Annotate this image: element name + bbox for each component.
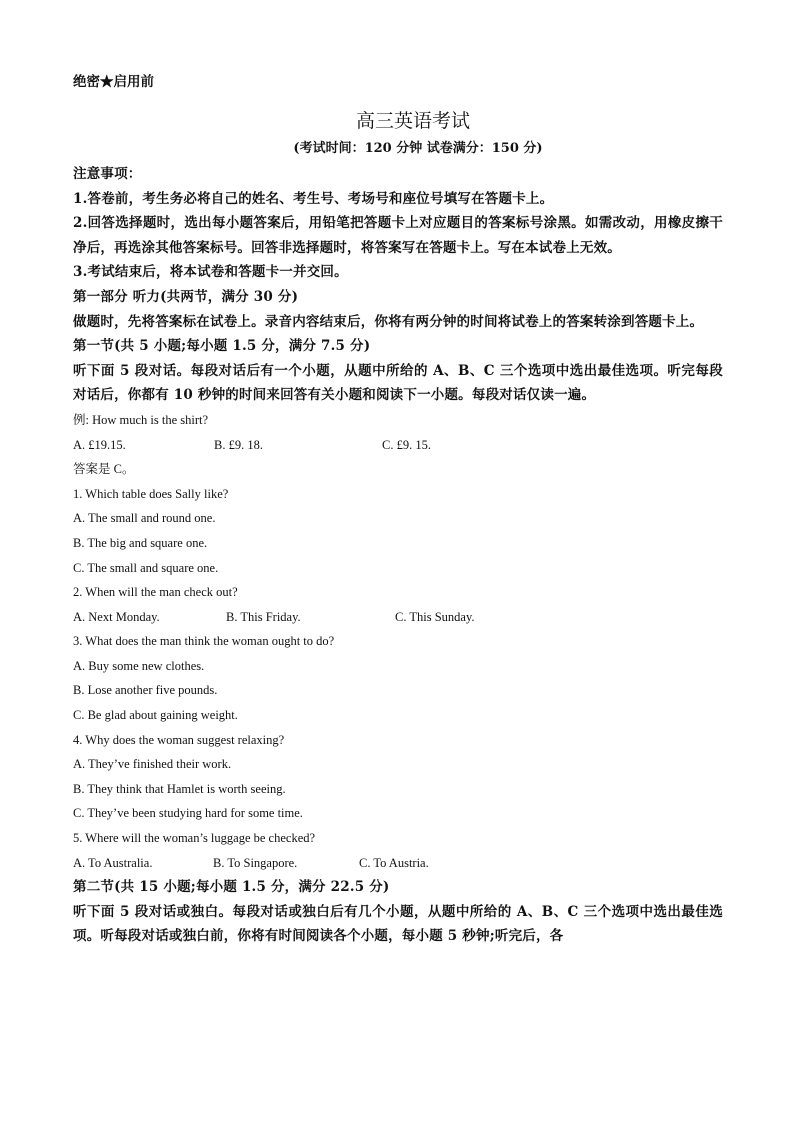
notes-heading: 注意事项： [73,166,142,182]
question-1-option-b: B. The big and square one. [73,535,208,550]
question-3: 3. What does the man think the woman ought to do? [73,634,335,649]
part1-instruction: 做题时，先将答案标在试卷上。录音内容结束后，你将有两分钟的时间将试卷上的答案转涂到答题卡上。 [73,313,704,330]
example-question: 例: How much is the shirt? [73,412,209,427]
question-5-option-b: B. To Singapore. [213,855,298,870]
exam-title: 高三英语考试 [355,110,470,132]
exam-subtitle: (考试时间：120 分钟 试卷满分：150 分) [293,141,543,156]
example-option-b: B. £9. 18. [214,437,263,452]
notes-item-1: 1.答卷前，考生务必将自己的姓名、考生号、考场号和座位号填写在答题卡上。 [73,190,554,207]
confidential-mark: 绝密★启用前 [73,74,154,90]
question-3-option-c: C. Be glad about gaining weight. [73,708,238,723]
notes-item-3: 3.考试结束后，将本试卷和答题卡一并交回。 [73,264,348,281]
question-4: 4. Why does the woman suggest relaxing? [73,732,285,747]
section2-heading: 第二节(共 15 小题;每小题 1.5 分，满分 22.5 分) [73,879,390,896]
question-3-option-b: B. Lose another five pounds. [73,683,218,698]
question-2-options [73,605,723,630]
question-5-option-c: C. To Austria. [359,855,429,870]
question-2-option-a: A. Next Monday. [73,609,160,624]
question-1-option-c: C. The small and square one. [73,560,219,575]
question-5: 5. Where will the woman’s luggage be checked? [73,831,316,846]
question-5-options [73,851,723,876]
question-2: 2. When will the man check out? [73,585,238,600]
section1-instruction: 听下面 5 段对话。每段对话后有一个小题，从题中所给的 A、B、C 三个选项中选出最佳选项。听完每段对话后，你都有 10 秒钟的时间来回答有关小题和阅读下一小题。每段对话仅读一遍。 [73,362,723,404]
question-4-option-c: C. They’ve been studying hard for some time. [73,806,303,821]
question-5-option-a: A. To Australia. [73,855,153,870]
question-1-option-a: A. The small and round one. [73,511,216,526]
page-content [73,70,723,949]
question-4-option-b: B. They think that Hamlet is worth seeing. [73,781,286,796]
part1-heading: 第一部分 听力(共两节，满分 30 分) [73,288,299,305]
example-options [73,433,723,458]
example-option-c: C. £9. 15. [382,437,431,452]
question-3-option-a: A. Buy some new clothes. [73,658,205,673]
notes-item-2: 2.回答选择题时，选出每小题答案后，用铅笔把答题卡上对应题目的答案标号涂黑。如需改动，用橡皮擦干净后，再选涂其他答案标号。回答非选择题时，将答案写在答题卡上。写在本试卷上无效。 [73,215,723,256]
section2-instruction: 听下面 5 段对话或独白。每段对话或独白后有几个小题，从题中所给的 A、B、C 三个选项中选出最佳选项。听每段对话或独白前，你将有时间阅读各个小题，每小题 5 秒钟;听完后，各 [73,903,723,945]
question-2-option-b: B. This Friday. [226,609,301,624]
question-2-option-c: C. This Sunday. [395,609,475,624]
example-answer: 答案是 C。 [73,462,135,477]
example-option-a: A. £19.15. [73,437,126,452]
question-4-option-a: A. They’ve finished their work. [73,757,232,772]
section1-heading: 第一节(共 5 小题;每小题 1.5 分，满分 7.5 分) [73,338,371,355]
question-1: 1. Which table does Sally like? [73,486,229,501]
